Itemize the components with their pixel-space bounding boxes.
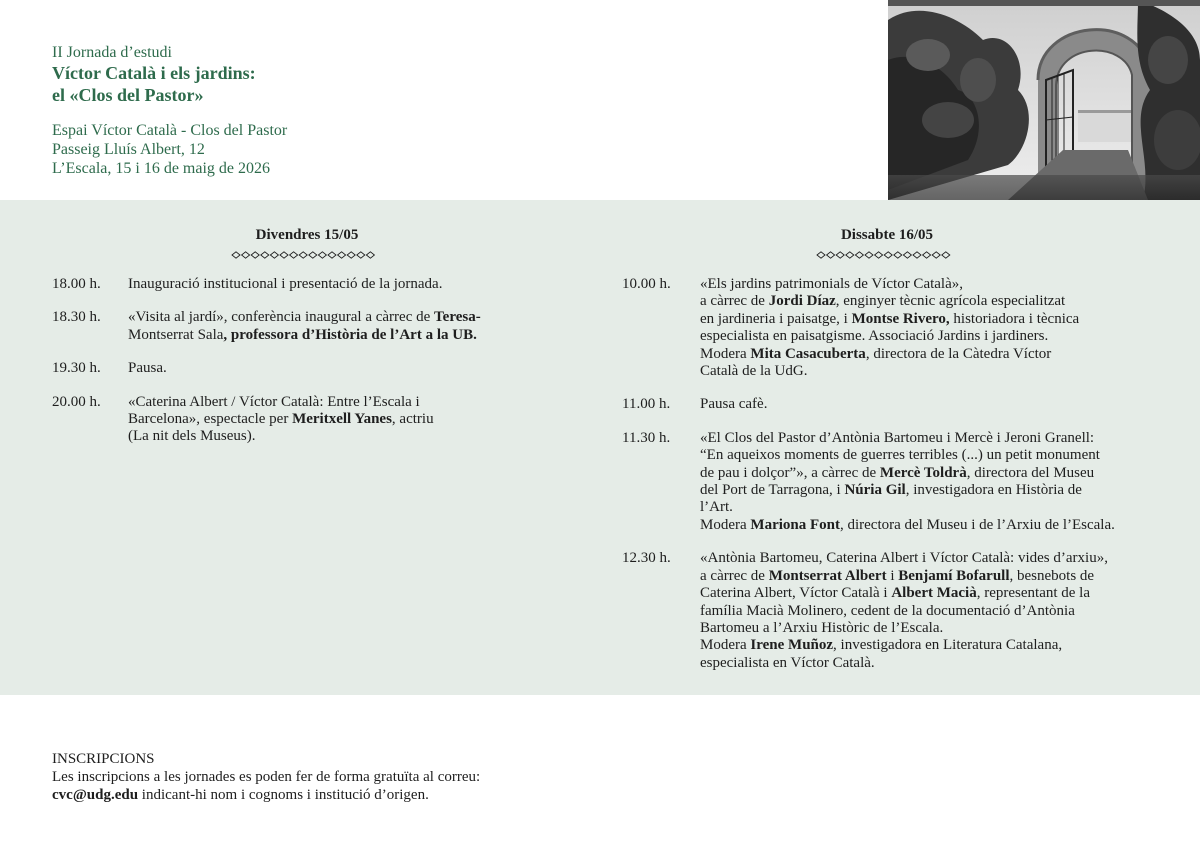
registration-line-2 — [52, 786, 480, 804]
venue-line-1: Espai Víctor Català - Clos del Pastor — [52, 122, 288, 139]
program-section — [0, 200, 1200, 695]
speaker-name: Irene Muñoz — [750, 637, 834, 654]
garden-arch-photo — [888, 0, 1200, 200]
speaker-name: Mariona Font — [750, 516, 840, 533]
registration-email-link[interactable]: cvc@udg.edu — [52, 787, 139, 803]
speaker-name: Jordi Díaz — [768, 293, 836, 310]
schedule-item — [52, 360, 532, 377]
speaker-name: Núria Gil — [844, 482, 906, 499]
friday-heading — [222, 225, 392, 259]
registration-line-1: Les inscripcions a les jornades es poden fer de forma gratuïta al correu: — [52, 769, 481, 785]
speaker-name: Teresa- — [434, 309, 481, 326]
friday-heading-label: Divendres 15/05 — [255, 227, 359, 243]
item-time: 11.30 h. — [622, 429, 671, 446]
saturday-heading-label: Dissabte 16/05 — [840, 227, 934, 243]
event-kicker: II Jornada d’estudi — [52, 44, 172, 61]
registration-heading: INSCRIPCIONS — [52, 751, 155, 767]
schedule-item — [52, 309, 532, 344]
venue-line-3: L’Escala, 15 i 16 de maig de 2026 — [52, 160, 271, 177]
friday-schedule — [52, 276, 532, 446]
item-time: 18.30 h. — [52, 309, 101, 326]
event-header — [52, 43, 287, 178]
event-title-line-2: el «Clos del Pastor» — [52, 85, 204, 105]
speaker-name: Mercè Toldrà — [879, 464, 967, 481]
item-time: 20.00 h. — [52, 393, 101, 410]
item-text: Inauguració institucional i presentació de la jornada. — [128, 276, 443, 292]
item-time: 18.00 h. — [52, 276, 101, 292]
speaker-name: , professora d’Història de l’Art a la UB. — [223, 326, 477, 343]
diamond-divider-icon — [231, 251, 383, 259]
schedule-item — [622, 550, 1182, 672]
item-time: 19.30 h. — [52, 360, 101, 377]
item-time: 11.00 h. — [622, 396, 671, 413]
registration-info — [52, 750, 480, 804]
item-text: Pausa cafè. — [700, 396, 768, 413]
event-title-line-1: Víctor Català i els jardins: — [52, 63, 256, 83]
item-text: Pausa. — [128, 360, 167, 377]
registration-line-2-text: indicant-hi nom i cognoms i institució d’origen. — [138, 787, 429, 803]
garden-photo-illustration — [888, 0, 1200, 200]
schedule-item — [622, 430, 1182, 534]
schedule-item — [622, 276, 1182, 380]
speaker-name: Benjamí Bofarull — [898, 567, 1010, 584]
item-time: 10.00 h. — [622, 276, 671, 292]
item-time: 12.30 h. — [622, 550, 671, 567]
item-text: «Antònia Bartomeu, Caterina Albert i Víctor Català: vides d’arxiu», a càrrec de Montserrat Albert i Benjamí Bofarull, besnebots de Caterina Albert, Víctor Català i Albert Macià, representant de la família Macià Molinero, cedent de la documentació d’Antònia Bartomeu a l’Arxiu Històric de l’Escala. Modera Irene Muñoz, investigadora en Literatura Catalana, especialista en Víctor Català. — [700, 550, 1108, 671]
event-venue — [52, 121, 287, 178]
speaker-name: Montse Rivero, — [851, 310, 950, 327]
schedule-item — [52, 276, 532, 293]
item-text: «Visita al jardí», conferència inaugural a càrrec de Teresa- Montserrat Sala, professora d’Història de l’Art a la UB. — [128, 309, 481, 343]
saturday-schedule — [622, 276, 1182, 672]
schedule-item — [622, 396, 1182, 413]
saturday-heading — [802, 225, 972, 259]
speaker-name: Montserrat Albert — [768, 567, 887, 584]
venue-line-2: Passeig Lluís Albert, 12 — [52, 141, 205, 158]
speaker-name: Albert Macià — [891, 585, 977, 602]
diamond-divider-icon — [816, 251, 959, 259]
schedule-item — [52, 394, 532, 446]
speaker-name: Mita Casacuberta — [750, 345, 866, 362]
item-text: «Caterina Albert / Víctor Català: Entre l’Escala i Barcelona», espectacle per Meritxell Yanes, actriu (La nit dels Museus). — [128, 393, 434, 445]
item-text: «El Clos del Pastor d’Antònia Bartomeu i Mercè i Jeroni Granell: “En aqueixos moments de guerres terribles (...) un petit monument de pau i dolçor”», a càrrec de Mercè Toldrà, directora del Museu del Port de Tarragona, i Núria Gil, investigadora en Història de l’Art. Modera Mariona Font, directora del Museu i de l’Arxiu de l’Escala. — [700, 429, 1115, 533]
item-text: «Els jardins patrimonials de Víctor Català», a càrrec de Jordi Díaz, enginyer tècnic agrícola especialitzat en jardineria i paisatge, i Montse Rivero, historiadora i tècnica especialista en paisatgisme. Associació Jardins i jardiners. Modera Mita Casacuberta, directora de la Càtedra Víctor Català de la UdG. — [700, 276, 1080, 380]
speaker-name: Meritxell Yanes — [292, 411, 392, 428]
